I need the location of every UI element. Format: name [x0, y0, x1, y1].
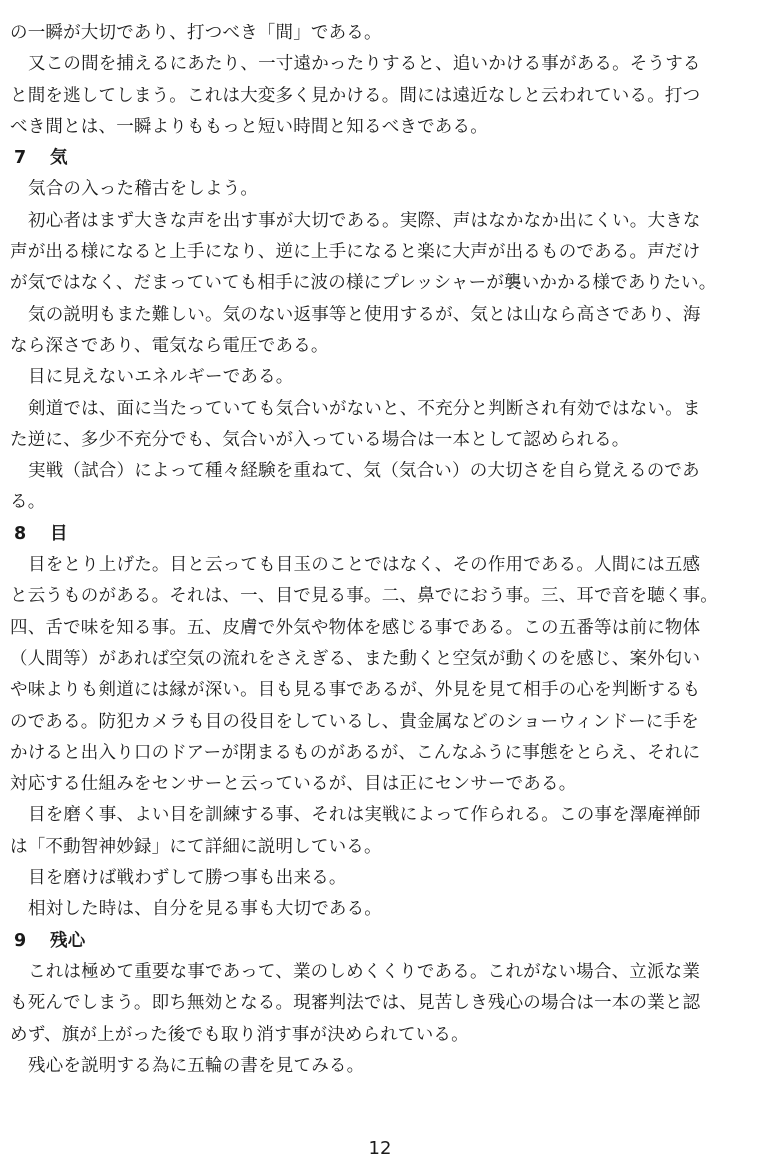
paragraph-first-line: 剣道では、面に当たっていても気合いがないと、不充分と判断され有効ではない。ま — [28, 398, 701, 419]
section-number: 8 — [14, 523, 27, 544]
paragraph-first-line: 又この間を捕えるにあたり、一寸遠かったりすると、追いかける事がある。そうする — [28, 54, 701, 75]
paragraph-line: 対応する仕組みをセンサーと云っているが、目は正にセンサーである。 — [10, 774, 577, 795]
paragraph-line: なら深さであり、電気なら電圧である。 — [10, 335, 329, 356]
paragraph-first-line: 残心を説明する為に五輪の書を見てみる。 — [28, 1055, 365, 1076]
paragraph-first-line: これは極めて重要な事であって、業のしめくくりである。これがない場合、立派な業 — [28, 961, 701, 982]
paragraph-line: や味よりも剣道には縁が深い。目も見る事であるが、外見を見て相手の心を判断するも — [10, 680, 701, 701]
paragraph-line: と間を逃してしまう。これは大変多く見かける。間には遠近なしと云われている。打つ — [10, 85, 701, 106]
paragraph-first-line: 目を磨く事、よい目を訓練する事、それは実戦によって作られる。この事を澤庵禅師 — [28, 805, 701, 826]
section-title: 残心 — [50, 930, 86, 951]
paragraph-line: （人間等）があれば空気の流れをさえぎる、また動くと空気が動くのを感じ、案外匂い — [10, 648, 701, 669]
paragraph-first-line: 初心者はまず大きな声を出す事が大切である。実際、声はなかなか出にくい。大きな — [28, 210, 701, 231]
section-title: 気 — [50, 148, 68, 169]
paragraph-line: 声が出る様になると上手になり、逆に上手になると楽に大声が出るものである。声だけ — [10, 242, 701, 263]
section-heading — [10, 519, 695, 550]
paragraph-line: も死んでしまう。即ち無効となる。現審判法では、見苦しき残心の場合は一本の業と認 — [10, 993, 701, 1014]
paragraph-line: べき間とは、一瞬よりももっと短い時間と知るべきである。 — [10, 116, 488, 137]
section-number: 7 — [14, 148, 27, 169]
paragraph-line: た逆に、多少不充分でも、気合いが入っている場合は一本として認められる。 — [10, 429, 630, 450]
paragraph-first-line: 実戦（試合）によって種々経験を重ねて、気（気合い）の大切さを自ら覚えるのであ — [28, 461, 700, 482]
paragraph-line: る。 — [10, 492, 46, 513]
page-number: 12 — [368, 1138, 392, 1159]
paragraph-first-line: 気合の入った稽古をしよう。 — [28, 179, 259, 200]
section-heading — [10, 926, 695, 957]
paragraph-line: の一瞬が大切であり、打つべき「間」である。 — [10, 23, 382, 43]
paragraph-line: は「不動智神妙録」にて詳細に説明している。 — [10, 836, 382, 857]
paragraph-first-line: 気の説明もまた難しい。気のない返事等と使用するが、気とは山なら高さであり、海 — [28, 304, 701, 325]
section-title: 目 — [50, 523, 68, 544]
paragraph-line: めず、旗が上がった後でも取り消す事が決められている。 — [10, 1024, 469, 1045]
section-heading — [10, 143, 695, 174]
section-number: 9 — [14, 930, 27, 951]
paragraph-first-line: 目をとり上げた。目と云っても目玉のことではなく、その作用である。人間には五感 — [28, 555, 701, 576]
paragraph-line: かけると出入り口のドアーが閉まるものがあるが、こんなふうに事態をとらえ、それに — [10, 742, 701, 763]
paragraph-line: のである。防犯カメラも目の役目をしているし、貴金属などのショーウィンドーに手を — [10, 711, 699, 732]
body-text — [10, 18, 718, 1082]
paragraph-first-line: 相対した時は、自分を見る事も大切である。 — [28, 899, 382, 920]
paragraph-first-line: 目に見えないエネルギーである。 — [28, 367, 294, 388]
paragraph-line: と云うものがある。それは、一、目で見る事。二、鼻でにおう事。三、耳で音を聴く事。 — [10, 586, 718, 607]
paragraph-first-line: 目を磨けば戦わずして勝つ事も出来る。 — [28, 868, 347, 889]
paragraph-line: 四、舌で味を知る事。五、皮膚で外気や物体を感じる事である。この五番等は前に物体 — [10, 617, 701, 638]
paragraph-line: が気ではなく、だまっていても相手に波の様にプレッシャーが襲いかかる様でありたい。 — [10, 273, 717, 294]
